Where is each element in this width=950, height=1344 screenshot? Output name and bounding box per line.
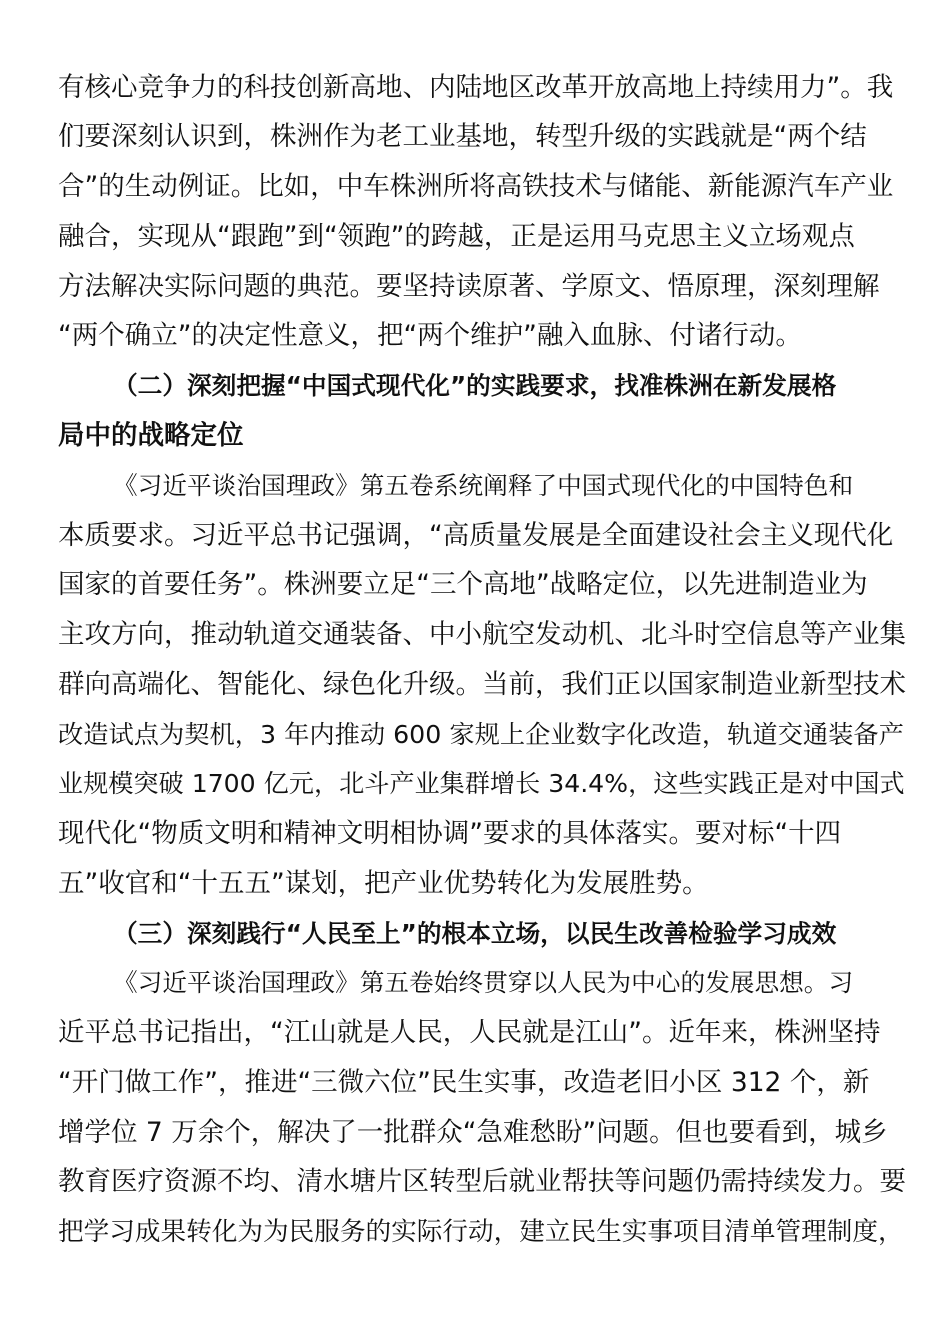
- body-text-line: 把学习成果转化为为民服务的实际行动，建立民生实事项目清单管理制度，: [58, 1217, 904, 1247]
- section-heading-3: （三）深刻践行“人民至上”的根本立场，以民生改善检验学习成效: [113, 919, 837, 948]
- body-text-line: 现代化“物质文明和精神文明相协调”要求的具体落实。要对标“十四: [58, 818, 842, 849]
- body-text-line: 主攻方向，推动轨道交通装备、中小航空发动机、北斗时空信息等产业集: [58, 619, 906, 650]
- body-text-line: 方法解决实际问题的典范。要坚持读原著、学原文、悟原理，深刻理解: [58, 271, 880, 302]
- body-text-line: “开门做工作”，推进“三微六位”民生实事，改造老旧小区 312 个，新: [58, 1067, 870, 1098]
- section-heading-2-line-1: （二）深刻把握“中国式现代化”的实践要求，找准株洲在新发展格: [113, 371, 837, 400]
- body-text-line: 《习近平谈治国理政》第五卷系统阐释了中国式现代化的中国特色和: [113, 471, 854, 500]
- body-text-line: 教育医疗资源不均、清水塘片区转型后就业帮扶等问题仍需持续发力。要: [58, 1166, 906, 1197]
- body-text-line: 《习近平谈治国理政》第五卷始终贯穿以人民为中心的发展思想。习: [113, 968, 854, 997]
- body-text-line: 改造试点为契机，3 年内推动 600 家规上企业数字化改造，轨道交通装备产: [58, 720, 904, 749]
- body-text-line: 有核心竞争力的科技创新高地、内陆地区改革开放高地上持续用力”。我: [58, 72, 894, 103]
- section-heading-2-line-2: 局中的战略定位: [58, 420, 244, 451]
- body-text-line: 增学位 7 万余个，解决了一批群众“急难愁盼”问题。但也要看到，城乡: [58, 1117, 888, 1148]
- body-text-line: 五”收官和“十五五”谋划，把产业优势转化为发展胜势。: [58, 868, 709, 899]
- body-text-line: 本质要求。习近平总书记强调，“高质量发展是全面建设社会主义现代化: [58, 520, 894, 551]
- body-text-line: “两个确立”的决定性意义，把“两个维护”融入血脉、付诸行动。: [58, 320, 802, 351]
- body-text-line: 国家的首要任务”。株洲要立足“三个高地”战略定位，以先进制造业为: [58, 569, 868, 600]
- body-text-line: 群向高端化、智能化、绿色化升级。当前，我们正以国家制造业新型技术: [58, 669, 906, 700]
- body-text-line: 们要深刻认识到，株洲作为老工业基地，转型升级的实践就是“两个结: [58, 121, 867, 152]
- body-text-line: 合”的生动例证。比如，中车株洲所将高铁技术与储能、新能源汽车产业: [58, 171, 894, 202]
- body-text-line: 融合，实现从“跟跑”到“领跑”的跨越，正是运用马克思主义立场观点: [58, 221, 855, 252]
- body-text-line: 近平总书记指出，“江山就是人民，人民就是江山”。近年来，株洲坚持: [58, 1017, 881, 1048]
- body-text-line: 业规模突破 1700 亿元，北斗产业集群增长 34.4%，这些实践正是对中国式: [58, 769, 905, 798]
